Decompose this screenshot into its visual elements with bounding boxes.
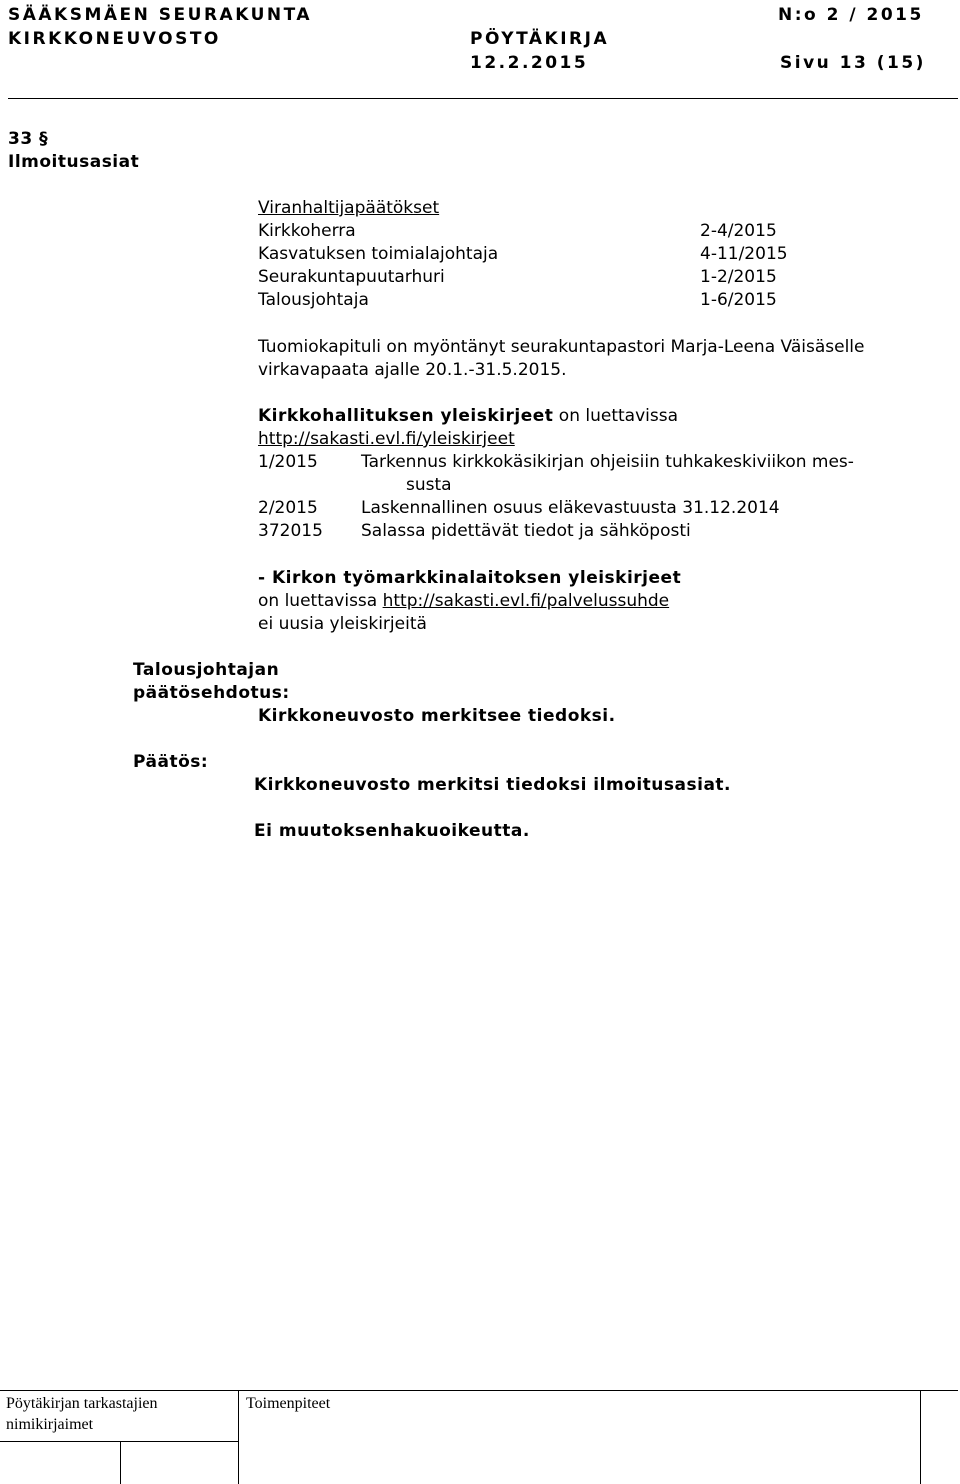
decision-role: Seurakuntapuutarhuri [258,267,445,287]
palvelussuhde-link[interactable]: http://sakasti.evl.fi/palvelussuhde [382,591,670,611]
meeting-date: 12.2.2015 [470,53,589,73]
kirkkohallitus-heading [258,405,678,427]
section-title: Ilmoitusasiat [8,152,140,172]
body-name: KIRKKONEUVOSTO [8,29,221,49]
decisions-heading: Viranhaltijapäätökset [258,198,440,218]
decision-text: Kirkkoneuvosto merkitsi tiedoksi ilmoitusasiat. [254,775,732,795]
page-number: Sivu 13 (15) [780,53,926,73]
decision-role: Kasvatuksen toimialajohtaja [258,244,499,264]
leave-notice-line2: virkavapaata ajalle 20.1.-31.5.2015. [258,360,567,380]
appeal-text: Ei muutoksenhakuoikeutta. [254,821,530,841]
leave-notice-line1: Tuomiokapituli on myöntänyt seurakuntapastori Marja-Leena Väisäselle [258,337,865,357]
kirkkohallitus-heading-rest: on luettavissa [553,406,679,426]
proposal-label-line2: päätösehdotus: [133,683,290,703]
footer-inner-rule [0,1441,238,1442]
header-rule [8,98,958,99]
letter-title: Laskennallinen osuus eläkevastuusta 31.12.2014 [361,498,780,518]
letter-title: Tarkennus kirkkokäsikirjan ohjeisiin tuhkakeskiviikon mes- [361,452,854,472]
footer-actions: Toimenpiteet [246,1395,331,1412]
letter-title-cont: susta [406,475,452,495]
proposal-label-line1: Talousjohtajan [133,660,280,680]
footer-initials-divider [120,1441,121,1484]
decision-ref: 2-4/2015 [700,221,777,241]
tyomarkkina-avail-prefix: on luettavissa [258,591,383,611]
tyomarkkina-heading: - Kirkon työmarkkinalaitoksen yleiskirjeet [258,568,682,588]
section-number: 33 § [8,129,49,149]
decision-ref: 1-2/2015 [700,267,777,287]
letter-number: 1/2015 [258,452,318,472]
document-type: PÖYTÄKIRJA [470,29,610,49]
decision-role: Talousjohtaja [258,290,369,310]
letter-number: 372015 [258,521,323,541]
decision-label: Päätös: [133,752,209,772]
letter-number: 2/2015 [258,498,318,518]
decision-ref: 1-6/2015 [700,290,777,310]
decision-ref: 4-11/2015 [700,244,788,264]
yleiskirjeet-link[interactable]: http://sakasti.evl.fi/yleiskirjeet [258,429,515,449]
footer-table [0,1390,960,1484]
footer-reviewers-line1: Pöytäkirjan tarkastajien [6,1395,158,1412]
org-name: SÄÄKSMÄEN SEURAKUNTA [8,5,313,25]
tyomarkkina-availability [258,590,669,612]
kirkkohallitus-heading-bold: Kirkkohallituksen yleiskirjeet [258,406,554,426]
document-number: N:o 2 / 2015 [778,5,924,25]
footer-divider-2 [920,1390,921,1484]
decision-role: Kirkkoherra [258,221,356,241]
tyomarkkina-none: ei uusia yleiskirjeitä [258,614,427,634]
footer-reviewers-line2: nimikirjaimet [6,1416,94,1433]
proposal-text: Kirkkoneuvosto merkitsee tiedoksi. [258,706,616,726]
footer-divider-1 [238,1390,239,1484]
letter-title: Salassa pidettävät tiedot ja sähköposti [361,521,691,541]
